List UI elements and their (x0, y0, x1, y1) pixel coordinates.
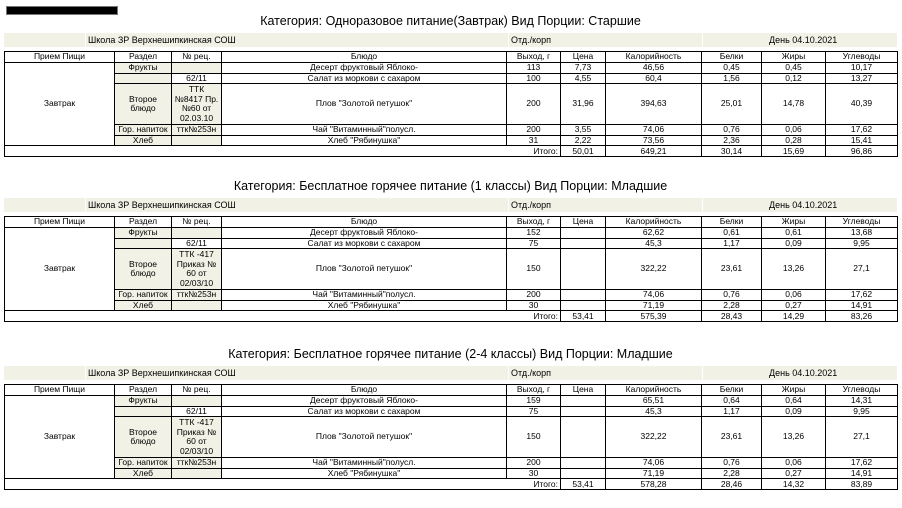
col-header: Цена (561, 385, 606, 396)
table-row (5, 300, 898, 311)
header-row (5, 217, 898, 228)
cell-protein: 0,64 (702, 396, 762, 407)
cell-kcal: 65,51 (606, 396, 702, 407)
table-row (5, 135, 898, 146)
cell-dish: Салат из моркови с сахаром (222, 406, 507, 417)
cell-dish: Десерт фруктовый Яблоко- (222, 396, 507, 407)
school-name: Школа ЗР Верхнешипкинская СОШ (86, 198, 508, 212)
cell-kcal: 73,56 (606, 135, 702, 146)
cell-protein: 1,56 (702, 73, 762, 84)
category-title: Категория: Бесплатное горячее питание (1 классы) Вид Порции: Младшие (233, 179, 668, 193)
total-kcal: 649,21 (606, 146, 702, 157)
cell-price (561, 458, 606, 469)
menu-table (4, 51, 898, 157)
cell-protein: 1,17 (702, 238, 762, 249)
category-title: Категория: Бесплатное горячее питание (2-4 классы) Вид Порции: Младшие (228, 347, 673, 361)
table-row (5, 84, 898, 125)
table-row (5, 238, 898, 249)
cell-carbs: 9,95 (826, 238, 898, 249)
cell-recipe: ттк№253н (172, 125, 222, 136)
cell-yield: 30 (507, 300, 561, 311)
table-row (5, 458, 898, 469)
cell-kcal: 71,19 (606, 300, 702, 311)
school-info-row (4, 33, 897, 47)
table-row (5, 468, 898, 479)
cell-kcal: 322,22 (606, 249, 702, 290)
cell-price: 31,96 (561, 84, 606, 125)
total-row (5, 146, 898, 157)
col-header: № рец. (172, 217, 222, 228)
cell-protein: 1,17 (702, 406, 762, 417)
day-label: День 04.10.2021 (703, 33, 897, 47)
cell-yield: 150 (507, 417, 561, 458)
col-header: Белки (702, 385, 762, 396)
cell-section: Фрукты (115, 228, 172, 239)
col-header: Калорийность (606, 52, 702, 63)
cell-fat: 0,45 (762, 63, 826, 74)
cell-recipe: ттк№253н (172, 458, 222, 469)
cell-price (561, 300, 606, 311)
cell-protein: 25,01 (702, 84, 762, 125)
dept-label: Отд./корп (509, 366, 702, 380)
cell-yield: 200 (507, 84, 561, 125)
cell-price: 4,55 (561, 73, 606, 84)
col-header: Блюдо (222, 217, 507, 228)
cell-carbs: 14,91 (826, 300, 898, 311)
cell-fat: 0,06 (762, 125, 826, 136)
cell-price (561, 417, 606, 458)
school-name: Школа ЗР Верхнешипкинская СОШ (86, 33, 508, 47)
cell-dish: Чай "Витаминный"полусл. (222, 290, 507, 301)
cell-fat: 0,06 (762, 290, 826, 301)
cell-price (561, 238, 606, 249)
cell-protein: 2,28 (702, 468, 762, 479)
total-price: 53,41 (561, 479, 606, 490)
cell-section: Гор. напиток (115, 290, 172, 301)
school-name: Школа ЗР Верхнешипкинская СОШ (86, 366, 508, 380)
col-header: Блюдо (222, 385, 507, 396)
cell-fat: 0,64 (762, 396, 826, 407)
cell-section: Гор. напиток (115, 125, 172, 136)
cell-carbs: 14,31 (826, 396, 898, 407)
cell-section: Второе блюдо (115, 417, 172, 458)
cell-recipe (172, 300, 222, 311)
cell-recipe (172, 468, 222, 479)
cell-price (561, 468, 606, 479)
cell-carbs: 40,39 (826, 84, 898, 125)
cell-yield: 150 (507, 249, 561, 290)
col-header: Раздел (115, 385, 172, 396)
cell-dish: Десерт фруктовый Яблоко- (222, 63, 507, 74)
table-row (5, 406, 898, 417)
cell-recipe: ТТК -417 Приказ № 60 от 02/03/10 (172, 417, 222, 458)
cell-fat: 0,06 (762, 458, 826, 469)
cell-protein: 0,76 (702, 125, 762, 136)
cell-carbs: 13,68 (826, 228, 898, 239)
cell-kcal: 394,63 (606, 84, 702, 125)
col-header: Белки (702, 217, 762, 228)
table-row (5, 228, 898, 239)
cell-price (561, 249, 606, 290)
cell-fat: 13,26 (762, 417, 826, 458)
cell-carbs: 10,17 (826, 63, 898, 74)
col-header: Жиры (762, 217, 826, 228)
menu-table (4, 384, 898, 490)
dept-label: Отд./корп (509, 33, 702, 47)
table-row (5, 417, 898, 458)
col-header: Выход, г (507, 385, 561, 396)
total-protein: 28,43 (702, 311, 762, 322)
cell-recipe: 62/11 (172, 73, 222, 84)
total-label: Итого: (5, 479, 561, 490)
cell-section (115, 406, 172, 417)
total-kcal: 578,28 (606, 479, 702, 490)
cell-section: Хлеб (115, 135, 172, 146)
cell-price: 2,22 (561, 135, 606, 146)
total-fat: 14,32 (762, 479, 826, 490)
cell-yield: 159 (507, 396, 561, 407)
cell-kcal: 74,06 (606, 458, 702, 469)
total-price: 53,41 (561, 311, 606, 322)
cell-fat: 0,09 (762, 238, 826, 249)
cell-kcal: 45,3 (606, 406, 702, 417)
col-header: Жиры (762, 52, 826, 63)
cell-protein: 23,61 (702, 417, 762, 458)
cell-fat: 0,09 (762, 406, 826, 417)
cell-kcal: 60,4 (606, 73, 702, 84)
cell-price (561, 396, 606, 407)
col-header: Калорийность (606, 385, 702, 396)
day-label: День 04.10.2021 (703, 366, 897, 380)
cell-section (115, 238, 172, 249)
cell-protein: 0,45 (702, 63, 762, 74)
cell-recipe: ТТК №8417 Пр.№60 от 02.03.10 (172, 84, 222, 125)
cell-carbs: 27,1 (826, 417, 898, 458)
cell-price (561, 228, 606, 239)
cell-yield: 100 (507, 73, 561, 84)
cell-recipe: ТТК -417 Приказ № 60 от 02/03/10 (172, 249, 222, 290)
cell-fat: 14,78 (762, 84, 826, 125)
col-header: Прием Пищи (5, 385, 115, 396)
header-row (5, 52, 898, 63)
meal-name: Завтрак (5, 396, 115, 479)
col-header: Белки (702, 52, 762, 63)
col-header: Блюдо (222, 52, 507, 63)
col-header: Углеводы (826, 385, 898, 396)
total-row (5, 479, 898, 490)
total-label: Итого: (5, 146, 561, 157)
total-carbs: 83,89 (826, 479, 898, 490)
cell-protein: 2,28 (702, 300, 762, 311)
cell-protein: 0,76 (702, 458, 762, 469)
cell-recipe: ттк№253н (172, 290, 222, 301)
school-info-row (4, 366, 897, 380)
cell-section: Второе блюдо (115, 84, 172, 125)
col-header: Прием Пищи (5, 217, 115, 228)
table-row (5, 125, 898, 136)
cell-section: Гор. напиток (115, 458, 172, 469)
header-row (5, 385, 898, 396)
cell-kcal: 45,3 (606, 238, 702, 249)
cell-kcal: 46,56 (606, 63, 702, 74)
cell-carbs: 14,91 (826, 468, 898, 479)
col-header: Цена (561, 217, 606, 228)
total-fat: 14,29 (762, 311, 826, 322)
cell-fat: 0,27 (762, 468, 826, 479)
meal-name: Завтрак (5, 228, 115, 311)
col-header: Выход, г (507, 217, 561, 228)
cell-carbs: 13,27 (826, 73, 898, 84)
cell-fat: 0,27 (762, 300, 826, 311)
cell-kcal: 74,06 (606, 125, 702, 136)
table-row (5, 290, 898, 301)
cell-dish: Хлеб "Рябинушка" (222, 135, 507, 146)
col-header: Углеводы (826, 217, 898, 228)
total-kcal: 575,39 (606, 311, 702, 322)
cell-yield: 113 (507, 63, 561, 74)
total-price: 50,01 (561, 146, 606, 157)
cell-dish: Десерт фруктовый Яблоко- (222, 228, 507, 239)
cell-fat: 0,12 (762, 73, 826, 84)
total-protein: 28,46 (702, 479, 762, 490)
cell-protein: 2,36 (702, 135, 762, 146)
cell-kcal: 71,19 (606, 468, 702, 479)
total-protein: 30,14 (702, 146, 762, 157)
meal-name: Завтрак (5, 63, 115, 146)
table-row (5, 63, 898, 74)
cell-kcal: 62,62 (606, 228, 702, 239)
cell-protein: 0,61 (702, 228, 762, 239)
day-label: День 04.10.2021 (703, 198, 897, 212)
col-header: Углеводы (826, 52, 898, 63)
cell-price: 7,73 (561, 63, 606, 74)
cell-fat: 13,26 (762, 249, 826, 290)
cell-protein: 23,61 (702, 249, 762, 290)
cell-dish: Хлеб "Рябинушка" (222, 468, 507, 479)
cell-kcal: 322,22 (606, 417, 702, 458)
cell-kcal: 74,06 (606, 290, 702, 301)
cell-dish: Чай "Витаминный"полусл. (222, 458, 507, 469)
table-row (5, 249, 898, 290)
menu-table (4, 216, 898, 322)
cell-carbs: 27,1 (826, 249, 898, 290)
cell-protein: 0,76 (702, 290, 762, 301)
cell-dish: Салат из моркови с сахаром (222, 73, 507, 84)
category-title: Категория: Одноразовое питание(Завтрак) Вид Порции: Старшие (260, 14, 641, 28)
cell-dish: Плов "Золотой петушок" (222, 417, 507, 458)
school-info-row (4, 198, 897, 212)
cell-dish: Салат из моркови с сахаром (222, 238, 507, 249)
cell-price (561, 290, 606, 301)
cell-recipe (172, 135, 222, 146)
cell-yield: 200 (507, 125, 561, 136)
cell-section (115, 73, 172, 84)
cell-section: Хлеб (115, 300, 172, 311)
col-header: № рец. (172, 385, 222, 396)
cell-yield: 75 (507, 238, 561, 249)
cell-carbs: 15,41 (826, 135, 898, 146)
col-header: Выход, г (507, 52, 561, 63)
cell-yield: 152 (507, 228, 561, 239)
cell-dish: Плов "Золотой петушок" (222, 249, 507, 290)
cell-carbs: 17,62 (826, 458, 898, 469)
total-carbs: 96,86 (826, 146, 898, 157)
cell-dish: Плов "Золотой петушок" (222, 84, 507, 125)
cell-yield: 75 (507, 406, 561, 417)
cell-section: Фрукты (115, 63, 172, 74)
cell-fat: 0,61 (762, 228, 826, 239)
cell-yield: 30 (507, 468, 561, 479)
col-header: Раздел (115, 52, 172, 63)
total-carbs: 83,26 (826, 311, 898, 322)
cell-price: 3,55 (561, 125, 606, 136)
total-row (5, 311, 898, 322)
cell-yield: 200 (507, 290, 561, 301)
col-header: Калорийность (606, 217, 702, 228)
cell-price (561, 406, 606, 417)
cell-recipe: 62/11 (172, 238, 222, 249)
cell-recipe (172, 63, 222, 74)
col-header: № рец. (172, 52, 222, 63)
col-header: Жиры (762, 385, 826, 396)
cell-yield: 31 (507, 135, 561, 146)
cell-recipe: 62/11 (172, 406, 222, 417)
cell-recipe (172, 228, 222, 239)
cell-dish: Хлеб "Рябинушка" (222, 300, 507, 311)
dept-label: Отд./корп (509, 198, 702, 212)
cell-carbs: 9,95 (826, 406, 898, 417)
cell-carbs: 17,62 (826, 290, 898, 301)
cell-carbs: 17,62 (826, 125, 898, 136)
table-row (5, 73, 898, 84)
col-header: Раздел (115, 217, 172, 228)
cell-dish: Чай "Витаминный"полусл. (222, 125, 507, 136)
cell-section: Хлеб (115, 468, 172, 479)
cell-section: Фрукты (115, 396, 172, 407)
cell-recipe (172, 396, 222, 407)
col-header: Прием Пищи (5, 52, 115, 63)
total-label: Итого: (5, 311, 561, 322)
col-header: Цена (561, 52, 606, 63)
cell-yield: 200 (507, 458, 561, 469)
cell-fat: 0,28 (762, 135, 826, 146)
cell-section: Второе блюдо (115, 249, 172, 290)
table-row (5, 396, 898, 407)
total-fat: 15,69 (762, 146, 826, 157)
